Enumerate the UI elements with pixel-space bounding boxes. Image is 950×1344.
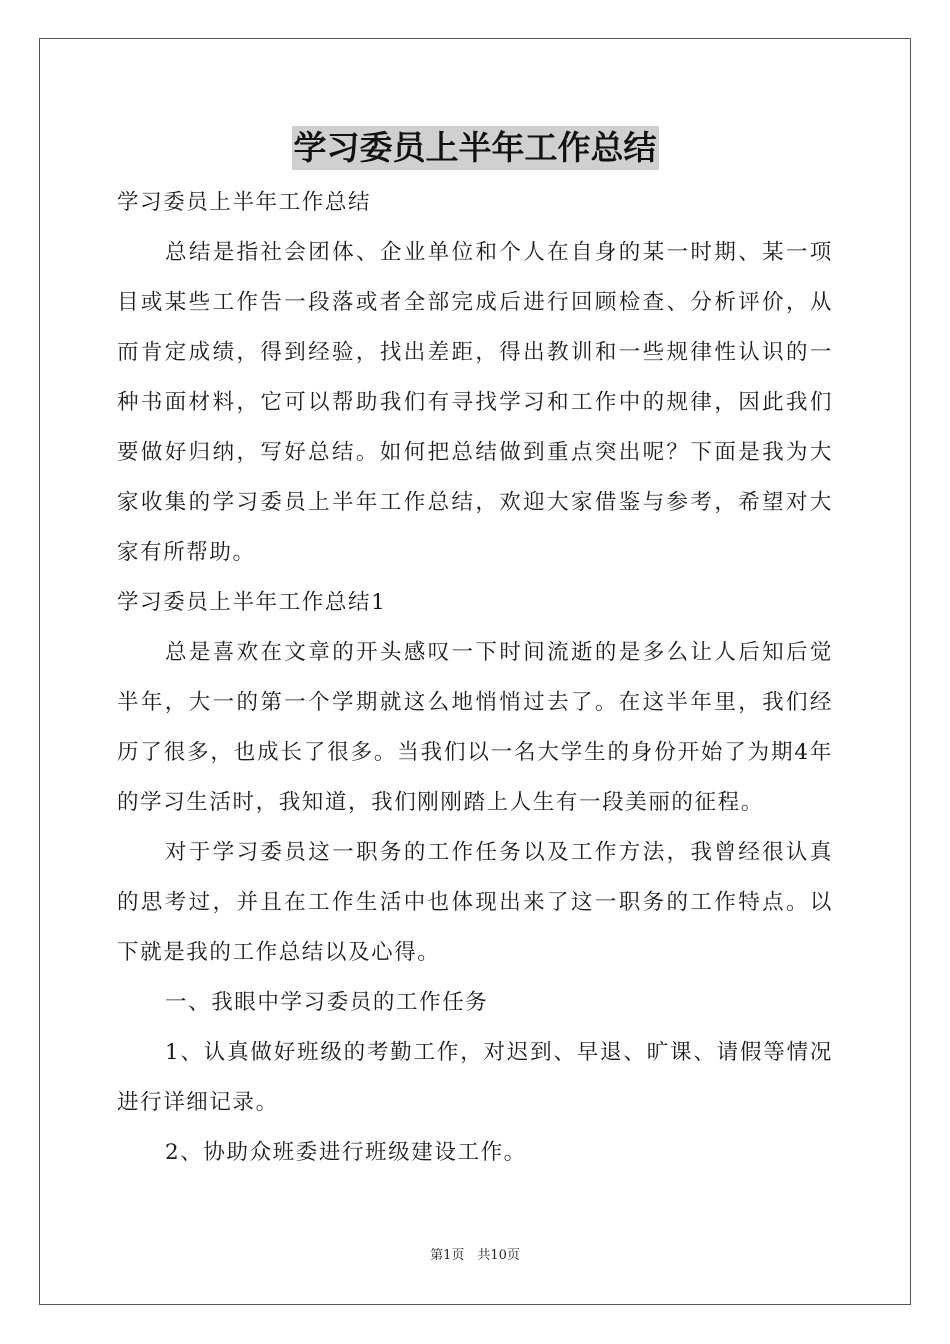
document-subtitle: 学习委员上半年工作总结 bbox=[117, 190, 372, 215]
body-paragraph-1: 总是喜欢在文章的开头感叹一下时间流逝的是多么让人后知后觉半年，大一的第一个学期就这么地悄悄过去了。在这半年里，我们经历了很多，也成长了很多。当我们以一名大学生的身份开始了为期4年的学习生活时，我知道，我们刚刚踏上人生有一段美丽的征程。 bbox=[117, 640, 833, 815]
title-container bbox=[0, 126, 950, 170]
body-paragraph-2: 对于学习委员这一职务的工作任务以及工作方法，我曾经很认真的思考过，并且在工作生活中也体现出来了这一职务的工作特点。以下就是我的工作总结以及心得。 bbox=[117, 840, 833, 965]
document-title: 学习委员上半年工作总结 bbox=[292, 126, 659, 170]
list-item-1: 1、认真做好班级的考勤工作，对迟到、早退、旷课、请假等情况进行详细记录。 bbox=[117, 1040, 833, 1115]
page-footer: 第1页 共10页 bbox=[430, 1248, 520, 1263]
document-body bbox=[117, 178, 833, 1178]
list-item-2: 2、协助众班委进行班级建设工作。 bbox=[165, 1140, 527, 1165]
section-heading-1: 学习委员上半年工作总结1 bbox=[117, 590, 387, 615]
intro-paragraph: 总结是指社会团体、企业单位和个人在自身的某一时期、某一项目或某些工作告一段落或者全部完成后进行回顾检查、分析评价，从而肯定成绩，得到经验，找出差距，得出教训和一些规律性认识的一种书面材料，它可以帮助我们有寻找学习和工作中的规律，因此我们要做好归纳，写好总结。如何把总结做到重点突出呢？下面是我为大家收集的学习委员上半年工作总结，欢迎大家借鉴与参考，希望对大家有所帮助。 bbox=[117, 240, 833, 565]
subheading-1: 一、我眼中学习委员的工作任务 bbox=[165, 990, 489, 1015]
